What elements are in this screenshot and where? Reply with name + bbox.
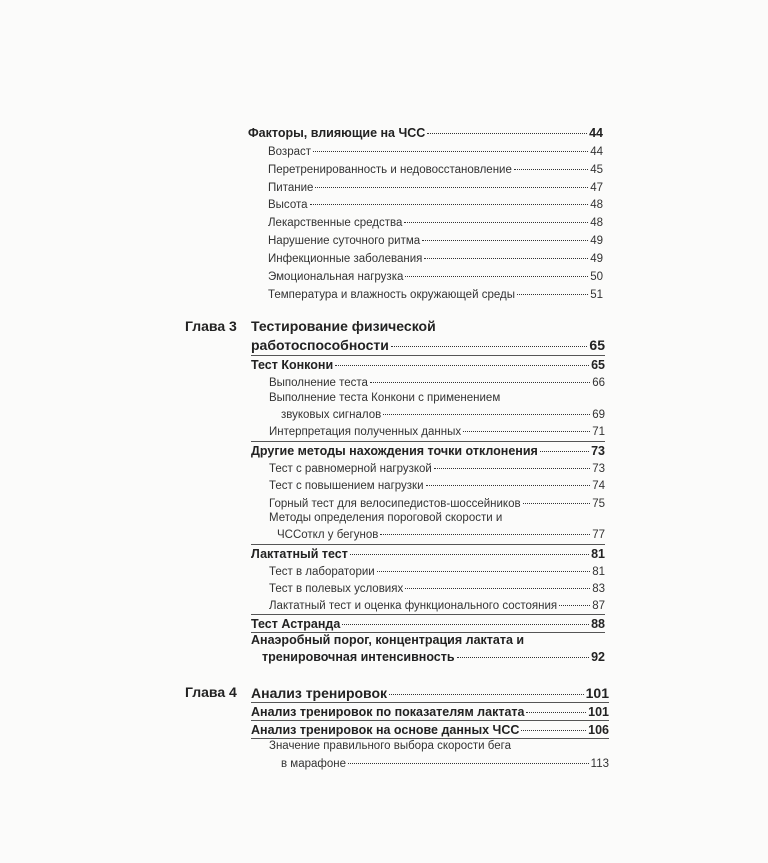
entry-page: 73 [592,462,605,475]
entry-page: 49 [590,234,603,247]
entry-label: Анализ тренировок на основе данных ЧСС [251,722,520,737]
entry-page: 88 [591,616,605,631]
entry-label: работоспособности [251,337,389,353]
entry-page: 83 [592,582,605,595]
toc-entry-interpretation[interactable] [269,423,605,438]
dot-leader [523,495,591,507]
entry-label: тренировочная интенсивность [262,649,455,664]
toc-entry-lactate-test[interactable] [251,545,605,561]
entry-label: Лактатный тест [251,546,348,561]
toc-entry-uniform-load[interactable] [269,460,605,475]
entry-label: Тест в лаборатории [269,565,375,578]
dot-leader [517,286,588,298]
entry-label: Высота [268,198,308,211]
entry-label: ЧССоткл у бегунов [277,528,379,541]
entry-page: 87 [592,599,605,612]
entry-label: Анализ тренировок по показателям лактата [251,704,525,719]
entry-label: Питание [268,181,314,194]
entry-page: 81 [591,546,605,561]
entry-label: Тест с равномерной нагрузкой [269,462,432,475]
entry-page: 69 [592,408,605,421]
dot-leader [427,124,587,137]
entry-label: Возраст [268,145,312,158]
dot-leader [405,268,588,280]
entry-page: 101 [585,685,609,701]
entry-page: 66 [592,376,605,389]
entry-label: Лекарственные средства [268,216,403,229]
toc-entry-lab-test[interactable] [269,563,605,578]
entry-page: 71 [592,425,605,438]
toc-entry-threshold-speed[interactable] [277,526,605,541]
entry-label: Факторы, влияющие на ЧСС [248,125,426,140]
chapter-3-label: Глава 3 [185,318,237,334]
entry-page: 65 [591,357,605,372]
entry-label: Другие методы нахождения точки отклонения [251,443,538,458]
chapter-3-title-line1: Тестирование физической [251,318,436,334]
anaerobic-line1: Анаэробный порог, концентрация лактата и [251,633,525,647]
toc-entry-altitude[interactable] [268,196,603,211]
toc-entry-astrand[interactable] [251,615,605,631]
dot-leader [526,703,586,716]
dot-leader [335,356,589,369]
dot-leader [424,250,588,262]
entry-label: Нарушение суточного ритма [268,234,421,247]
entry-page: 92 [591,649,605,664]
toc-entry-other-methods[interactable] [251,442,605,458]
toc-entry-drugs[interactable] [268,214,603,229]
entry-page: 48 [590,198,603,211]
conconi-sound-line1: Выполнение теста Конкони с применением [269,392,501,404]
dot-leader [426,477,591,489]
toc-entry-anaerobic[interactable] [262,648,605,664]
entry-page: 44 [590,145,603,158]
entry-label: Выполнение теста [269,376,368,389]
entry-page: 65 [589,337,605,353]
toc-entry-infections[interactable] [268,250,603,265]
entry-label: Анализ тренировок [251,685,388,701]
entry-label: Инфекционные заболевания [268,252,423,265]
toc-entry-hill-test[interactable] [269,495,605,510]
toc-entry-lactate-analysis[interactable] [251,703,609,719]
dot-leader [313,143,588,155]
entry-label: Тест с повышением нагрузки [269,479,424,492]
entry-page: 50 [590,270,603,283]
entry-page: 48 [590,216,603,229]
toc-entry-increasing-load[interactable] [269,477,605,492]
dot-leader [463,423,590,435]
entry-page: 106 [588,722,609,737]
dot-leader [391,336,588,350]
dot-leader [540,442,589,455]
entry-label: Интерпретация полученных данных [269,425,462,438]
dot-leader [521,721,586,734]
dot-leader [342,615,589,628]
entry-label: в марафоне [281,757,347,770]
dot-leader [514,161,588,173]
dot-leader [389,684,584,698]
entry-label: Горный тест для велосипедистов-шоссейников [269,497,521,510]
chapter-4-label: Глава 4 [185,684,237,700]
entry-page: 113 [590,757,609,770]
entry-page: 51 [590,288,603,301]
toc-entry-temperature[interactable] [268,286,603,301]
marathon-line1: Значение правильного выбора скорости бега [269,740,511,752]
toc-entry-nutrition[interactable] [268,179,603,194]
toc-entry-factors[interactable] [248,124,603,140]
dot-leader [350,545,589,558]
dot-leader [370,374,590,386]
dot-leader [310,196,589,208]
toc-entry-field-test[interactable] [269,580,605,595]
dot-leader [377,563,591,575]
toc-entry-conconi[interactable] [251,356,605,372]
section-divider [251,738,609,739]
dot-leader [348,755,589,767]
entry-label: Эмоциональная нагрузка [268,270,404,283]
dot-leader [315,179,588,191]
entry-page: 49 [590,252,603,265]
entry-label: Температура и влажность окружающей среды [268,288,515,301]
entry-page: 73 [591,443,605,458]
toc-entry-hr-analysis[interactable] [251,721,609,737]
dot-leader [405,580,590,592]
toc-entry-conconi-sound[interactable] [281,406,605,421]
threshold-speed-line1: Методы определения пороговой скорости и [269,512,503,524]
dot-leader [457,648,590,661]
toc-entry-circadian[interactable] [268,232,603,247]
toc-entry-chapter-3[interactable] [251,336,605,353]
toc-entry-overtraining[interactable] [268,161,603,176]
dot-leader [380,526,590,538]
entry-page: 101 [588,704,609,719]
entry-label: Тест в полевых условиях [269,582,404,595]
entry-label: звуковых сигналов [281,408,382,421]
entry-page: 74 [592,479,605,492]
dot-leader [383,406,590,418]
entry-page: 44 [589,125,603,140]
entry-label: Лактатный тест и оценка функционального состояния [269,599,558,612]
entry-page: 77 [592,528,605,541]
dot-leader [434,460,590,472]
toc-entry-marathon[interactable] [281,755,609,770]
toc-entry-functional-state[interactable] [269,597,605,612]
dot-leader [404,214,588,226]
entry-page: 45 [590,163,603,176]
entry-label: Тест Астранда [251,616,341,631]
toc-entry-emotional[interactable] [268,268,603,283]
dot-leader [559,597,590,609]
entry-page: 75 [592,497,605,510]
entry-page: 47 [590,181,603,194]
toc-entry-test-execution[interactable] [269,374,605,389]
entry-page: 81 [592,565,605,578]
dot-leader [422,232,588,244]
entry-label: Тест Конкони [251,357,334,372]
entry-label: Перетренированность и недовосстановление [268,163,512,176]
toc-entry-age[interactable] [268,143,603,158]
toc-entry-chapter-4[interactable] [251,684,609,701]
